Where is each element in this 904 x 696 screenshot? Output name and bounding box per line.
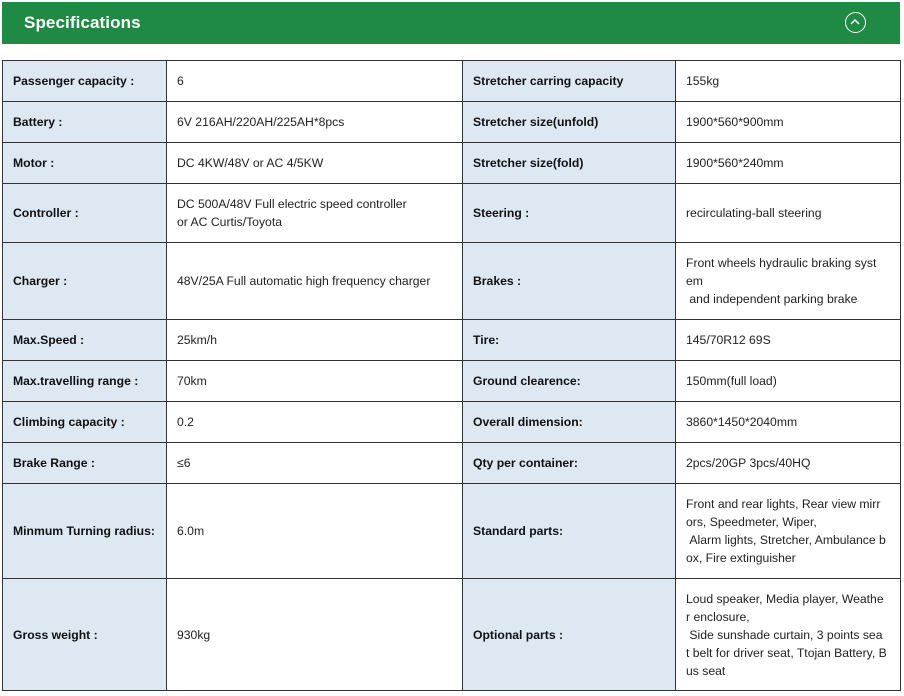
spec-label: Charger :	[3, 243, 167, 320]
spec-value-text: 70km	[177, 374, 207, 388]
spec-value	[167, 361, 463, 402]
spec-value	[676, 443, 901, 484]
spec-value	[676, 102, 901, 143]
spec-label: Gross weight :	[3, 579, 167, 691]
spec-value	[676, 361, 901, 402]
table-row	[3, 143, 901, 184]
spec-label: Motor :	[3, 143, 167, 184]
spec-label: Steering :	[463, 184, 676, 243]
spec-value-text: DC 4KW/48V or AC 4/5KW	[177, 156, 324, 170]
spec-label: Stretcher size(unfold)	[463, 102, 676, 143]
spec-value	[167, 102, 463, 143]
spec-value-text: 3860*1450*2040mm	[686, 415, 798, 429]
spec-value-text: 48V/25A Full automatic high frequency charger	[177, 274, 431, 288]
spec-label: Controller :	[3, 184, 167, 243]
spec-value-text: 6.0m	[177, 524, 205, 538]
table-row	[3, 102, 901, 143]
spec-value	[676, 143, 901, 184]
spec-value-text: 6	[177, 74, 184, 88]
chevron-up-icon	[850, 18, 860, 26]
spec-value-text: 155kg	[686, 74, 720, 88]
table-row	[3, 484, 901, 579]
spec-label: Standard parts:	[463, 484, 676, 579]
spec-label: Battery :	[3, 102, 167, 143]
spec-value-text: 1900*560*240mm	[686, 156, 784, 170]
spec-value-text: 145/70R12 69S	[686, 333, 771, 347]
spec-value	[676, 243, 901, 320]
spec-value	[167, 484, 463, 579]
spec-label: Stretcher carring capacity	[463, 61, 676, 102]
spec-value-text: 930kg	[177, 627, 211, 642]
spec-value	[676, 184, 901, 243]
spec-value-text: Front and rear lights, Rear view mirr ors, Speedmeter, Wiper, Alarm lights, Stretcher, Ambulance b ox, Fire extinguisher	[686, 497, 886, 565]
spec-value-text: recirculating-ball steering	[686, 206, 822, 220]
spec-value	[676, 320, 901, 361]
spec-value	[167, 579, 463, 691]
spec-value-text: 6V 216AH/220AH/225AH*8pcs	[177, 115, 345, 129]
spec-value	[167, 402, 463, 443]
spec-label: Ground clearence:	[463, 361, 676, 402]
spec-value-text: ≤6	[177, 456, 191, 470]
spec-value-text: 2pcs/20GP 3pcs/40HQ	[686, 456, 811, 470]
spec-value	[167, 61, 463, 102]
spec-label: Overall dimension:	[463, 402, 676, 443]
spec-value-text: Loud speaker, Media player, Weathe r enclosure, Side sunshade curtain, 3 points sea t belt for driver seat, Ttojan Battery, B us seat	[686, 591, 887, 678]
table-row	[3, 184, 901, 243]
spec-value	[167, 184, 463, 243]
spec-label: Brake Range :	[3, 443, 167, 484]
specifications-table	[2, 60, 901, 691]
collapse-button[interactable]	[845, 12, 866, 33]
table-row	[3, 579, 901, 691]
table-row	[3, 443, 901, 484]
section-title: Specifications	[24, 13, 141, 32]
spec-label: Stretcher size(fold)	[463, 143, 676, 184]
spec-value	[167, 243, 463, 320]
spec-value	[167, 143, 463, 184]
spec-label: Brakes :	[463, 243, 676, 320]
spec-label: Optional parts :	[463, 579, 676, 691]
spec-label: Max.travelling range :	[3, 361, 167, 402]
table-row	[3, 61, 901, 102]
spec-label: Passenger capacity :	[3, 61, 167, 102]
spec-label: Max.Speed :	[3, 320, 167, 361]
table-row	[3, 361, 901, 402]
spec-label: Climbing capacity :	[3, 402, 167, 443]
spec-value-text: 0.2	[177, 415, 194, 429]
spec-value-text: Front wheels hydraulic braking syst em and independent parking brake	[686, 256, 877, 306]
table-row	[3, 402, 901, 443]
table-row	[3, 320, 901, 361]
spec-label: Qty per container:	[463, 443, 676, 484]
spec-value-text: 150mm(full load)	[686, 374, 777, 388]
spec-value-text: 25km/h	[177, 333, 217, 347]
spec-label: Tire:	[463, 320, 676, 361]
spec-value	[676, 61, 901, 102]
spec-value	[676, 484, 901, 579]
table-row	[3, 243, 901, 320]
spec-value	[676, 402, 901, 443]
spec-value	[167, 443, 463, 484]
spec-value	[676, 579, 901, 691]
spec-label: Minmum Turning radius:	[3, 484, 167, 579]
specifications-header	[2, 2, 900, 44]
spec-value-text: DC 500A/48V Full electric speed controller or AC Curtis/Toyota	[177, 197, 407, 229]
spec-value	[167, 320, 463, 361]
spec-value-text: 1900*560*900mm	[686, 115, 784, 129]
